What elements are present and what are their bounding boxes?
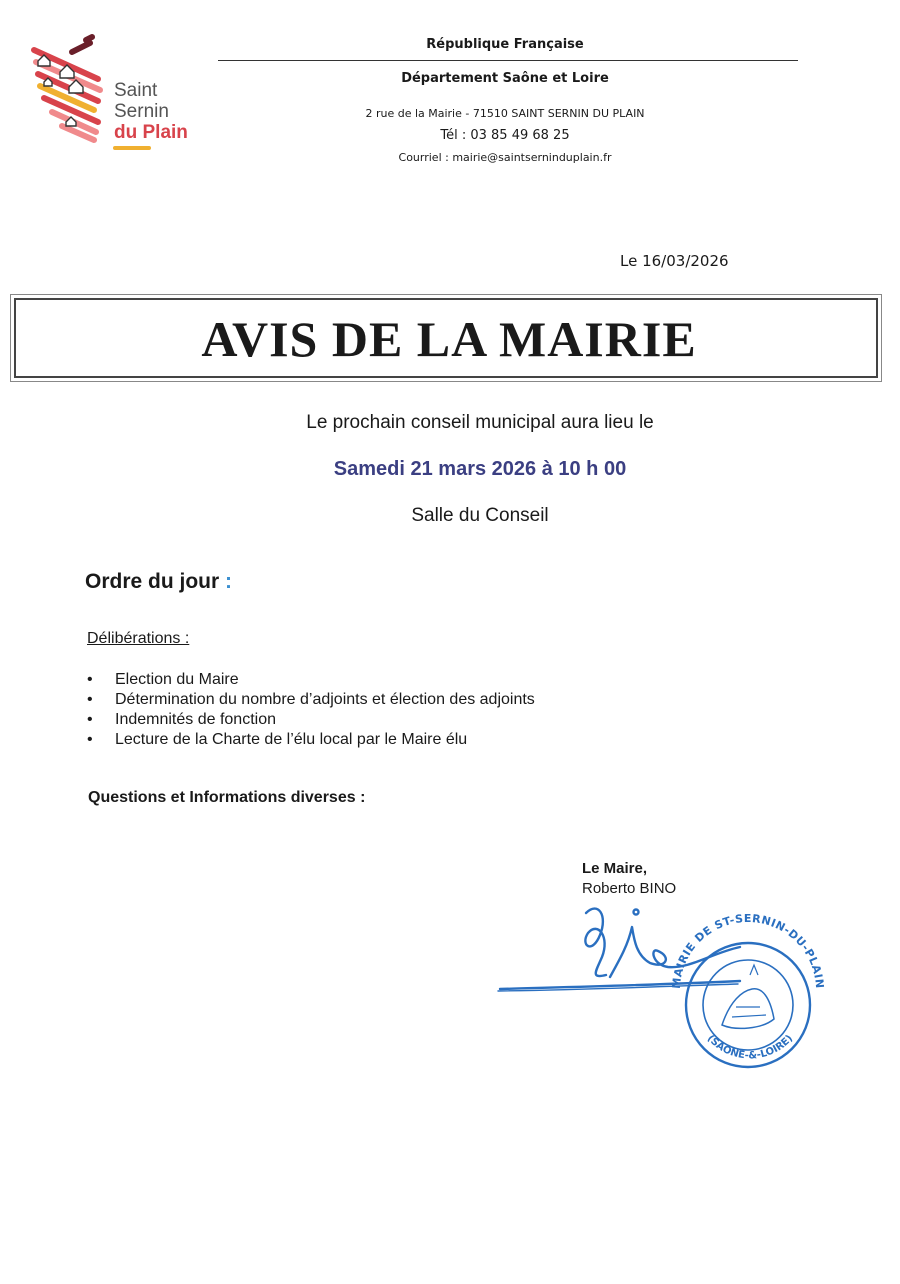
logo-underline: [113, 146, 151, 150]
header-divider: [218, 60, 798, 61]
list-item: • Lecture de la Charte de l’élu local par le Maire élu: [87, 730, 535, 750]
departement-heading: Département Saône et Loire: [401, 71, 609, 86]
agenda-heading-text: Ordre du jour: [85, 570, 220, 593]
mairie-address: 2 rue de la Mairie - 71510 SAINT SERNIN DU PLAIN: [365, 107, 645, 120]
logo-line-2: Sernin: [114, 101, 169, 122]
handwritten-signature: [498, 909, 740, 991]
agenda-heading-colon: :: [225, 570, 233, 593]
list-item: • Election du Maire: [87, 670, 535, 690]
mairie-email: Courriel : mairie@saintserninduplain.fr: [398, 151, 612, 164]
municipal-stamp: [686, 943, 810, 1067]
mairie-phone: Tél : 03 85 49 68 25: [440, 128, 570, 143]
deliberations-label: Délibérations :: [87, 630, 190, 647]
document-date: Le 16/03/2026: [620, 252, 729, 270]
list-item: • Indemnités de fonction: [87, 710, 535, 730]
page-title: AVIS DE LA MAIRIE: [201, 311, 697, 367]
signature-and-stamp: [490, 895, 890, 1070]
signatory-title: Le Maire,: [582, 860, 648, 877]
meeting-location: Salle du Conseil: [411, 505, 549, 526]
agenda-heading: [85, 570, 232, 594]
logo-wordmark: [114, 80, 188, 143]
logo-line-1: Saint: [114, 80, 158, 101]
meeting-datetime: Samedi 21 mars 2026 à 10 h 00: [333, 458, 627, 480]
list-item: • Détermination du nombre d’adjoints et élection des adjoints: [87, 690, 535, 710]
stamp-text-bottom: (SAONE-&-LOIRE): [704, 1033, 796, 1062]
logo-line-3: du Plain: [114, 122, 188, 143]
questions-heading: Questions et Informations diverses :: [88, 789, 366, 806]
announcement-intro: Le prochain conseil municipal aura lieu le: [306, 412, 654, 433]
stamp-text-top: MAIRIE DE ST-SERNIN-DU-PLAIN: [669, 912, 827, 990]
signatory-name: Roberto BINO: [582, 880, 677, 897]
agenda-list: [87, 670, 535, 750]
republique-heading: République Française: [426, 37, 584, 52]
